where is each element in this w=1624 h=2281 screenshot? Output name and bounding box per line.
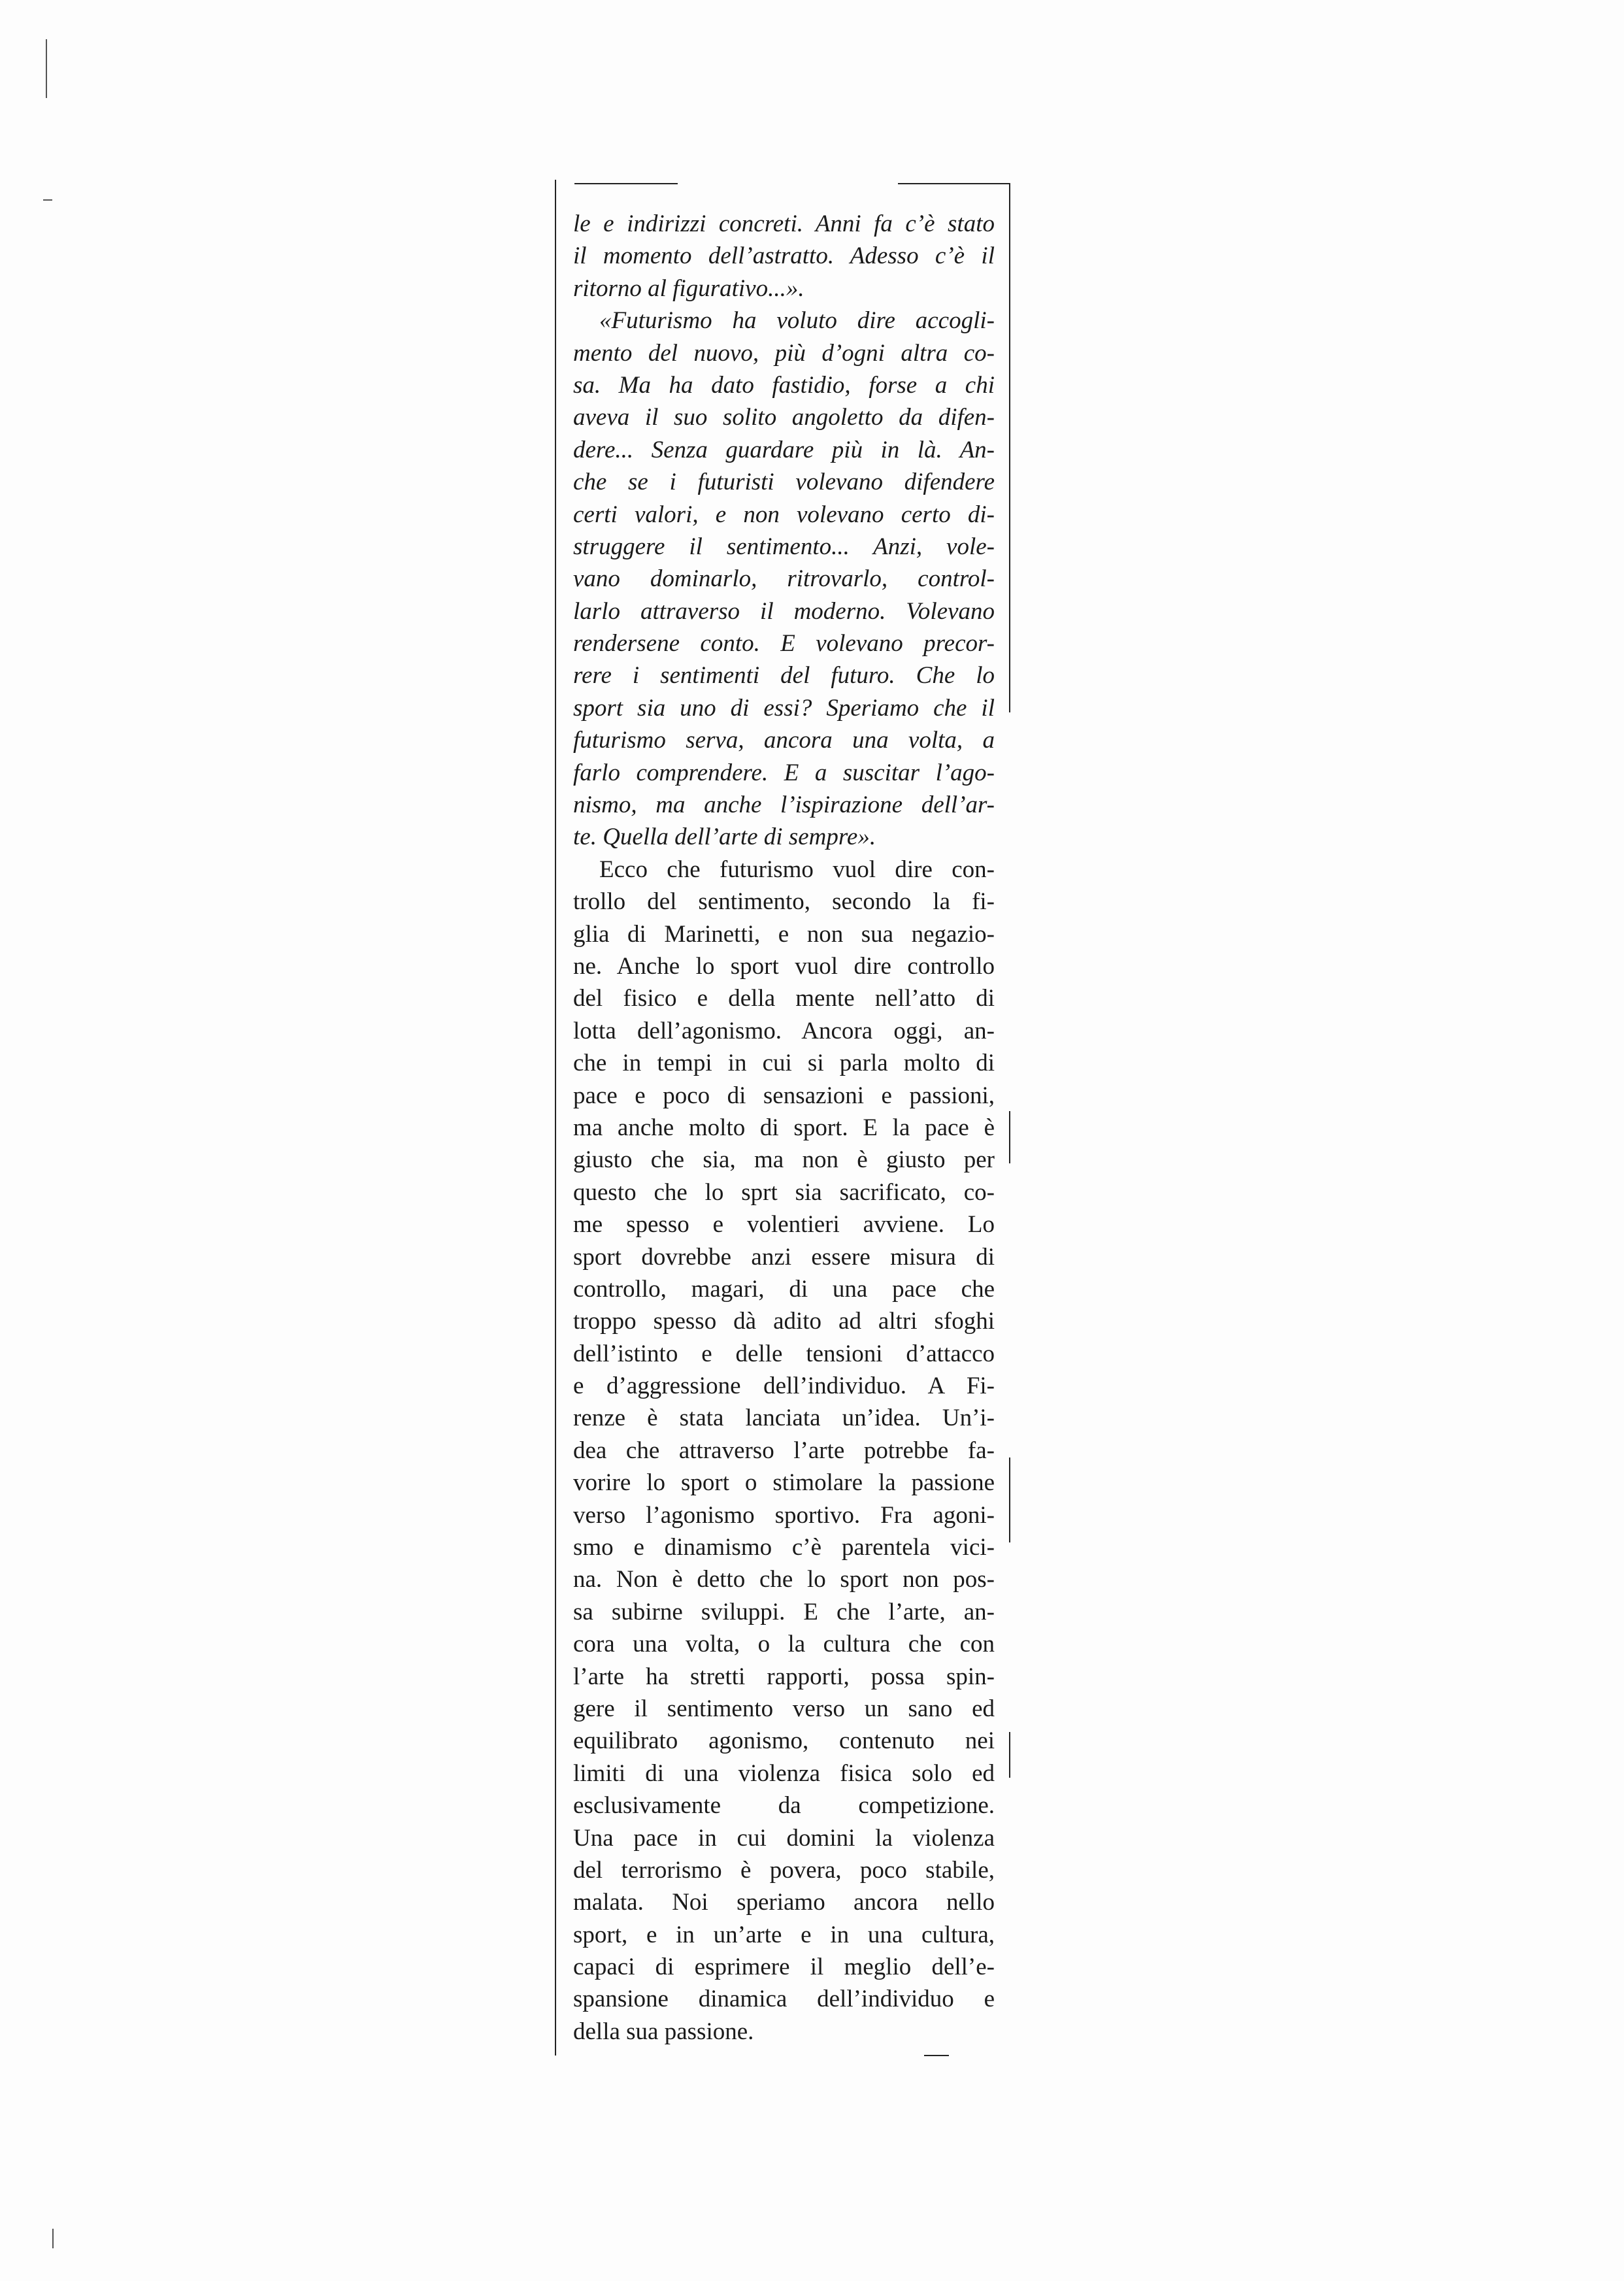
text-line: e d’aggressione dell’individuo. A Fi- bbox=[573, 1373, 995, 1400]
text-line: dell’istinto e delle tensioni d’attacco bbox=[573, 1340, 995, 1367]
text-line: lotta dell’agonismo. Ancora oggi, an- bbox=[573, 1017, 995, 1044]
text-line: me spesso e volentieri avviene. Lo bbox=[573, 1211, 995, 1239]
text-line: che in tempi in cui si parla molto di bbox=[573, 1050, 995, 1077]
text-line: nismo, ma anche l’ispirazione dell’ar- bbox=[573, 791, 995, 819]
text-line: dea che attraverso l’arte potrebbe fa- bbox=[573, 1437, 995, 1464]
text-line: esclusivamente da competizione. bbox=[573, 1792, 995, 1820]
text-line: glia di Marinetti, e non sua negazio- bbox=[573, 920, 995, 948]
text-line: il momento dell’astratto. Adesso c’è il bbox=[573, 242, 995, 270]
text-line: verso l’agonismo sportivo. Fra agoni- bbox=[573, 1501, 995, 1529]
text-line: na. Non è detto che lo sport non pos- bbox=[573, 1566, 995, 1593]
text-line: vano dominarlo, ritrovarlo, control- bbox=[573, 565, 995, 593]
text-line: trollo del sentimento, secondo la fi- bbox=[573, 888, 995, 916]
text-line: «Futurismo ha voluto dire accogli- bbox=[599, 307, 995, 335]
text-line: del fisico e della mente nell’atto di bbox=[573, 985, 995, 1012]
text-line: gere il sentimento verso un sano ed bbox=[573, 1695, 995, 1722]
text-line: le e indirizzi concreti. Anni fa c’è stato bbox=[573, 210, 995, 237]
text-line: sport dovrebbe anzi essere misura di bbox=[573, 1243, 995, 1271]
text-line: capaci di esprimere il meglio dell’e- bbox=[573, 1954, 995, 1981]
scan-edge-mark bbox=[52, 2229, 54, 2248]
text-line: pace e poco di sensazioni e passioni, bbox=[573, 1082, 995, 1109]
scan-edge-mark bbox=[46, 39, 47, 98]
bottom-rule bbox=[924, 2055, 949, 2056]
text-line: rere i sentimenti del futuro. Che lo bbox=[573, 662, 995, 690]
column-left-border bbox=[555, 180, 556, 2056]
article-column bbox=[573, 208, 995, 2048]
text-line: sport sia uno di essi? Speriamo che il bbox=[573, 694, 995, 722]
text-line: vorire lo sport o stimolare la passione bbox=[573, 1469, 995, 1497]
text-line: futurismo serva, ancora una volta, a bbox=[573, 727, 995, 754]
text-line: sa. Ma ha dato fastidio, forse a chi bbox=[573, 371, 995, 399]
text-line: certi valori, e non volevano certo di- bbox=[573, 501, 995, 528]
text-line: rendersene conto. E volevano precor- bbox=[573, 630, 995, 658]
text-line: malata. Noi speriamo ancora nello bbox=[573, 1889, 995, 1916]
column-right-border-segment bbox=[1009, 1457, 1010, 1542]
text-line: sa subirne sviluppi. E che l’arte, an- bbox=[573, 1598, 995, 1625]
text-line: cora una volta, o la cultura che con bbox=[573, 1631, 995, 1658]
text-line: te. Quella dell’arte di sempre». bbox=[573, 824, 876, 851]
text-line: larlo attraverso il moderno. Volevano bbox=[573, 597, 995, 625]
text-line: che se i futuristi volevano difendere bbox=[573, 469, 995, 496]
text-line: renze è stata lanciata un’idea. Un’i- bbox=[573, 1405, 995, 1432]
column-right-border-segment bbox=[1009, 1111, 1010, 1163]
text-line: controllo, magari, di una pace che bbox=[573, 1275, 995, 1303]
text-line: Una pace in cui domini la violenza bbox=[573, 1824, 995, 1852]
column-right-border-segment bbox=[1009, 1732, 1010, 1778]
top-rule-right bbox=[898, 183, 1010, 184]
text-line: sport, e in un’arte e in una cultura, bbox=[573, 1921, 995, 1948]
text-line: troppo spesso dà adito ad altri sfoghi bbox=[573, 1308, 995, 1335]
text-line: limiti di una violenza fisica solo ed bbox=[573, 1759, 995, 1787]
scan-edge-mark bbox=[43, 199, 52, 201]
text-line: giusto che sia, ma non è giusto per bbox=[573, 1146, 995, 1174]
text-line: Ecco che futurismo vuol dire con- bbox=[599, 856, 995, 883]
text-line: equilibrato agonismo, contenuto nei bbox=[573, 1727, 995, 1755]
text-line: questo che lo sprt sia sacrificato, co- bbox=[573, 1178, 995, 1206]
text-line: della sua passione. bbox=[573, 2018, 754, 2045]
text-line: l’arte ha stretti rapporti, possa spin- bbox=[573, 1663, 995, 1690]
text-line: ritorno al figurativo...». bbox=[573, 275, 804, 302]
text-line: farlo comprendere. E a suscitar l’ago- bbox=[573, 759, 995, 786]
text-line: mento del nuovo, più d’ogni altra co- bbox=[573, 339, 995, 367]
text-line: ne. Anche lo sport vuol dire controllo bbox=[573, 952, 995, 980]
text-line: del terrorismo è povera, poco stabile, bbox=[573, 1856, 995, 1884]
text-line: spansione dinamica dell’individuo e bbox=[573, 1986, 995, 2013]
text-line: struggere il sentimento... Anzi, vole- bbox=[573, 533, 995, 560]
top-rule-left bbox=[574, 183, 678, 184]
text-line: ma anche molto di sport. E la pace è bbox=[573, 1114, 995, 1141]
text-line: dere... Senza guardare più in là. An- bbox=[573, 436, 995, 463]
text-line: smo e dinamismo c’è parentela vici- bbox=[573, 1534, 995, 1561]
text-line: aveva il suo solito angoletto da difen- bbox=[573, 404, 995, 431]
column-right-border bbox=[1009, 183, 1010, 712]
